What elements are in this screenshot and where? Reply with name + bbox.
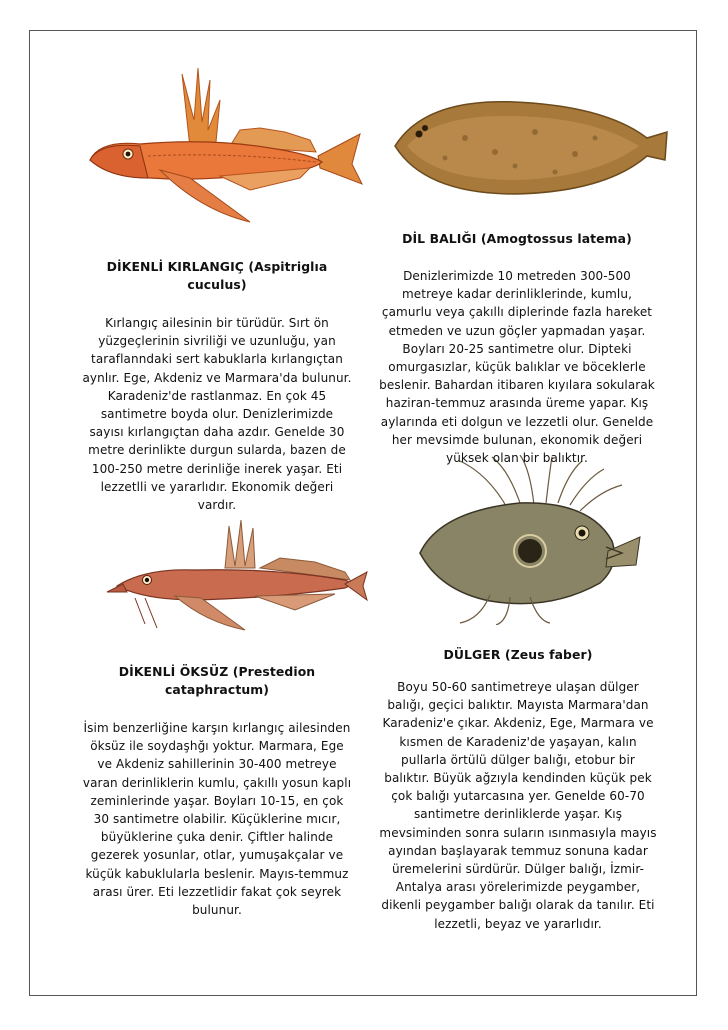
sole-fish-illustration	[385, 88, 670, 208]
section-title: DİL BALIĞI (Amogtossus latema)	[402, 231, 632, 246]
section-red-gurnard	[82, 258, 352, 514]
section-title: DİKENLİ KIRLANGIÇ (Aspitriglıa cuculus)	[106, 259, 328, 292]
section-title: DÜLGER (Zeus faber)	[443, 647, 593, 662]
section-sole-fish	[372, 230, 662, 467]
section-title: DİKENLİ ÖKSÜZ (Prestedion cataphractum)	[118, 664, 316, 697]
section-armed-gurnard	[82, 663, 352, 919]
john-dory-illustration	[400, 455, 650, 625]
section-body: Boyu 50-60 santimetreye ulaşan dülger balığı, geçici balıktır. Mayısta Marmara'dan Karadeniz'e çıkar. Akdeniz, Ege, Marmara ve kısmen de Karadeniz'de yaşayan, kalın pullarla örtülü dülger balığı, etobur bir balıktır. Büyük ağzıyla kendinden küçük pek çok balığı yutarcasına yer. Genelde 60-70 santimetre derinliklerde yaşar. Kış mevsiminden sonra suların ısınmasıyla mayıs ayından başlayarak temmuz sonuna kadar üremelerini sürdürür. Dülger balığı, İzmir-Antalya arası yörelerimizde peygamber, dikenli peygamber balığı olarak da tanılır. Eti lezzetli, beyaz ve yararlıdır.	[379, 680, 657, 931]
section-body: İsim benzerliğine karşın kırlangıç ailesinden öksüz ile soydaşhğı yoktur. Marmara, Ege ve Akdeniz sahillerinin 30-400 metreye varan derinliklerin kumlu, çakıllı yosun kaplı zeminlerinde yaşar. Boyları 10-15, en çok 30 santimetre olabilir. Küçüklerine mıcır, büyüklerine çuka denir. Çiftler halinde gezerek yosunlar, otlar, yumuşakçalar ve küçük kabuklularla beslenir. Mayıs-temmuz arası ürer. Eti lezzetlidir fakat çok seyrek bulunur.	[82, 721, 352, 918]
red-gurnard-illustration	[70, 60, 370, 240]
section-body: Kırlangıç ailesinin bir türüdür. Sırt ön yüzgeçlerinin sivriliği ve uzunluğu, yan taraflanndaki sert kabuklarla kırlangıçtan aynlır. Ege, Akdeniz ve Marmara'da bulunur. Karadeniz'de rastlanmaz. En çok 45 santimetre boyda olur. Denizlerimizde sayısı kırlangıçtan daha azdır. Genelde 30 metre derinlikte durgun sularda, bazen de 100-250 metre derinliğe inerek yaşar. Eti lezzetlli ve yararlıdır. Ekonomik değeri vardır.	[82, 316, 352, 513]
armed-gurnard-illustration	[105, 512, 370, 642]
section-john-dory	[378, 646, 658, 933]
section-body: Denizlerimizde 10 metreden 300-500 metreye kadar derinliklerinde, kumlu, çamurlu veya çakıllı diplerinde fazla hareket etmeden ve uzun göçler yapmadan yaşar. Boyları 20-25 santimetre olur. Dipteki omurgasızlar, küçük balıklar ve böceklerle beslenir. Bahardan itibaren kıyılara sokularak haziran-temmuz arasında üreme yapar. Kış aylarında eti dolgun ve lezzetli olur. Genelde her mevsimde bulunan, ekonomik değeri yüksek olan bir balıktır.	[379, 269, 655, 466]
